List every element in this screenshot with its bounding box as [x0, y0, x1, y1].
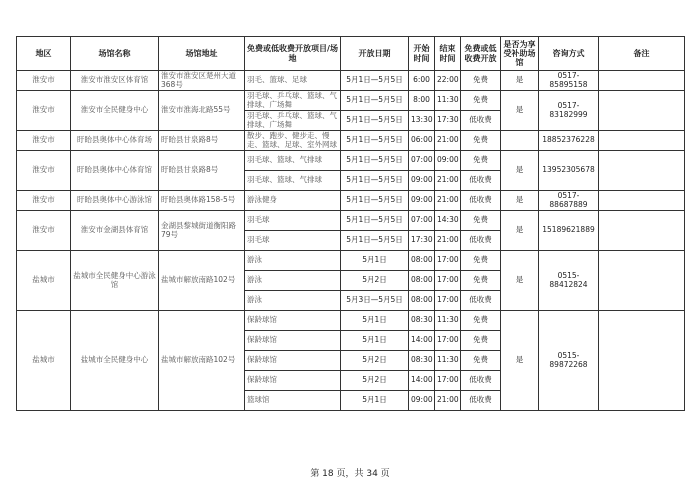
- item-cell: 保龄球馆: [245, 351, 341, 371]
- start-time-cell: 08:30: [409, 351, 435, 371]
- header-address: 场馆地址: [159, 37, 245, 71]
- fee-cell: 低收费: [461, 171, 501, 191]
- start-time-cell: 06:00: [409, 131, 435, 151]
- open-date-cell: 5月1日—5月5日: [341, 71, 409, 91]
- open-date-cell: 5月2日: [341, 271, 409, 291]
- remarks-cell: [599, 151, 685, 191]
- start-time-cell: 08:00: [409, 271, 435, 291]
- item-cell: 羽毛、篮球、足球: [245, 71, 341, 91]
- open-date-cell: 5月3日—5月5日: [341, 291, 409, 311]
- remarks-cell: [599, 191, 685, 211]
- end-time-cell: 17:00: [435, 331, 461, 351]
- fee-cell: 低收费: [461, 111, 501, 131]
- remarks-cell: [599, 251, 685, 311]
- end-time-cell: 09:00: [435, 151, 461, 171]
- fee-cell: 免费: [461, 271, 501, 291]
- item-cell: 篮球馆: [245, 391, 341, 411]
- start-time-cell: 08:00: [409, 251, 435, 271]
- item-cell: 羽毛球、篮球、气排球: [245, 171, 341, 191]
- remarks-cell: [599, 211, 685, 251]
- header-start: 开始时间: [409, 37, 435, 71]
- table-body: [17, 71, 685, 411]
- header-date: 开放日期: [341, 37, 409, 71]
- end-time-cell: 21:00: [435, 231, 461, 251]
- venue-address-cell: 淮安市淮海北路55号: [159, 91, 245, 131]
- open-date-cell: 5月1日—5月5日: [341, 111, 409, 131]
- venue-name-cell: 淮安市金湖县体育馆: [71, 211, 159, 251]
- end-time-cell: 21:00: [435, 191, 461, 211]
- open-date-cell: 5月1日—5月5日: [341, 171, 409, 191]
- open-date-cell: 5月1日—5月5日: [341, 211, 409, 231]
- table-row: [17, 71, 685, 91]
- fee-cell: 免费: [461, 331, 501, 351]
- header-subsidy: 是否为享受补助场馆: [501, 37, 539, 71]
- end-time-cell: 14:30: [435, 211, 461, 231]
- fee-cell: 免费: [461, 251, 501, 271]
- item-cell: 游泳: [245, 271, 341, 291]
- open-date-cell: 5月2日: [341, 371, 409, 391]
- end-time-cell: 11:30: [435, 91, 461, 111]
- end-time-cell: 21:00: [435, 391, 461, 411]
- remarks-cell: [599, 71, 685, 91]
- fee-cell: 免费: [461, 131, 501, 151]
- item-cell: 游泳健身: [245, 191, 341, 211]
- table-row: [17, 151, 685, 171]
- item-cell: 散步、跑步、健步走、慢走、篮球、足球、室外网球: [245, 131, 341, 151]
- phone-cell: 0515-89872268: [539, 311, 599, 411]
- item-cell: 游泳: [245, 291, 341, 311]
- header-venue: 场馆名称: [71, 37, 159, 71]
- region-cell: 淮安市: [17, 151, 71, 191]
- end-time-cell: 17:00: [435, 291, 461, 311]
- subsidy-cell: 是: [501, 251, 539, 311]
- venue-address-cell: 淮安市淮安区楚州大道368号: [159, 71, 245, 91]
- region-cell: 淮安市: [17, 91, 71, 131]
- page-footer: 第 18 页，共 34 页: [310, 469, 390, 479]
- table-row: [17, 91, 685, 111]
- venue-address-cell: 盱眙县甘泉路8号: [159, 151, 245, 191]
- fee-cell: 低收费: [461, 291, 501, 311]
- venue-name-cell: 淮安市全民健身中心: [71, 91, 159, 131]
- start-time-cell: 09:00: [409, 391, 435, 411]
- end-time-cell: 11:30: [435, 311, 461, 331]
- start-time-cell: 09:00: [409, 171, 435, 191]
- venue-address-cell: 盱眙县甘泉路8号: [159, 131, 245, 151]
- open-date-cell: 5月1日—5月5日: [341, 231, 409, 251]
- start-time-cell: 07:00: [409, 151, 435, 171]
- open-date-cell: 5月1日: [341, 251, 409, 271]
- start-time-cell: 14:00: [409, 331, 435, 351]
- end-time-cell: 17:30: [435, 111, 461, 131]
- header-region: 地区: [17, 37, 71, 71]
- end-time-cell: 21:00: [435, 171, 461, 191]
- venue-name-cell: 盱眙县奥体中心体育馆: [71, 151, 159, 191]
- fee-cell: 免费: [461, 351, 501, 371]
- item-cell: 羽毛球、篮球、气排球: [245, 151, 341, 171]
- item-cell: 游泳: [245, 251, 341, 271]
- open-date-cell: 5月1日: [341, 311, 409, 331]
- phone-cell: 15189621889: [539, 211, 599, 251]
- region-cell: 盐城市: [17, 311, 71, 411]
- header-row: [17, 37, 685, 71]
- region-cell: 淮安市: [17, 211, 71, 251]
- table-row: [17, 191, 685, 211]
- fee-cell: 免费: [461, 91, 501, 111]
- venue-address-cell: 盱眙县奥体路158-5号: [159, 191, 245, 211]
- fee-cell: 免费: [461, 311, 501, 331]
- region-cell: 淮安市: [17, 131, 71, 151]
- phone-cell: 0517-88687889: [539, 191, 599, 211]
- fee-cell: 低收费: [461, 231, 501, 251]
- venue-address-cell: 盐城市解放南路102号: [159, 311, 245, 411]
- start-time-cell: 08:00: [409, 291, 435, 311]
- table-row: [17, 251, 685, 271]
- venue-address-cell: 金湖县黎城街道衡阳路79号: [159, 211, 245, 251]
- start-time-cell: 14:00: [409, 371, 435, 391]
- open-date-cell: 5月1日—5月5日: [341, 191, 409, 211]
- open-date-cell: 5月1日: [341, 331, 409, 351]
- start-time-cell: 6:00: [409, 71, 435, 91]
- fee-cell: 免费: [461, 151, 501, 171]
- region-cell: 淮安市: [17, 71, 71, 91]
- subsidy-cell: 是: [501, 71, 539, 91]
- end-time-cell: 17:00: [435, 251, 461, 271]
- end-time-cell: 22:00: [435, 71, 461, 91]
- item-cell: 羽毛球、乒乓球、篮球、气排球、广场舞: [245, 91, 341, 111]
- start-time-cell: 08:30: [409, 311, 435, 331]
- start-time-cell: 09:00: [409, 191, 435, 211]
- open-date-cell: 5月2日: [341, 351, 409, 371]
- item-cell: 保龄球馆: [245, 311, 341, 331]
- venue-name-cell: 盱眙县奥体中心游泳馆: [71, 191, 159, 211]
- region-cell: 盐城市: [17, 251, 71, 311]
- phone-cell: 13952305678: [539, 151, 599, 191]
- remarks-cell: [599, 131, 685, 151]
- open-date-cell: 5月1日—5月5日: [341, 151, 409, 171]
- table-row: [17, 211, 685, 231]
- subsidy-cell: 是: [501, 191, 539, 211]
- table-row: [17, 311, 685, 331]
- item-cell: 保龄球馆: [245, 371, 341, 391]
- remarks-cell: [599, 311, 685, 411]
- header-remarks: 备注: [599, 37, 685, 71]
- fee-cell: 低收费: [461, 391, 501, 411]
- end-time-cell: 17:00: [435, 271, 461, 291]
- end-time-cell: 17:00: [435, 371, 461, 391]
- item-cell: 羽毛球: [245, 231, 341, 251]
- start-time-cell: 8:00: [409, 91, 435, 111]
- subsidy-cell: 是: [501, 211, 539, 251]
- phone-cell: 0515-88412824: [539, 251, 599, 311]
- item-cell: 保龄球馆: [245, 331, 341, 351]
- phone-cell: 18852376228: [539, 131, 599, 151]
- start-time-cell: 13:30: [409, 111, 435, 131]
- item-cell: 羽毛球: [245, 211, 341, 231]
- header-end: 结束时间: [435, 37, 461, 71]
- subsidy-cell: 是: [501, 311, 539, 411]
- fee-cell: 免费: [461, 71, 501, 91]
- header-phone: 咨询方式: [539, 37, 599, 71]
- open-date-cell: 5月1日—5月5日: [341, 131, 409, 151]
- end-time-cell: 11:30: [435, 351, 461, 371]
- table-row: [17, 131, 685, 151]
- fee-cell: 低收费: [461, 191, 501, 211]
- region-cell: 淮安市: [17, 191, 71, 211]
- header-item: 免费或低收费开放项目/场地: [245, 37, 341, 71]
- open-date-cell: 5月1日: [341, 391, 409, 411]
- venue-address-cell: 盐城市解放南路102号: [159, 251, 245, 311]
- open-date-cell: 5月1日—5月5日: [341, 91, 409, 111]
- start-time-cell: 17:30: [409, 231, 435, 251]
- venue-name-cell: 淮安市淮安区体育馆: [71, 71, 159, 91]
- fee-cell: 低收费: [461, 371, 501, 391]
- subsidy-cell: 是: [501, 91, 539, 131]
- fee-cell: 免费: [461, 211, 501, 231]
- venue-table: [16, 36, 685, 411]
- end-time-cell: 21:00: [435, 131, 461, 151]
- remarks-cell: [599, 91, 685, 131]
- subsidy-cell: 是: [501, 151, 539, 191]
- venue-name-cell: 盐城市全民健身中心游泳馆: [71, 251, 159, 311]
- phone-cell: 0517-83182999: [539, 91, 599, 131]
- item-cell: 羽毛球、乒乓球、篮球、气排球、广场舞: [245, 111, 341, 131]
- start-time-cell: 07:00: [409, 211, 435, 231]
- phone-cell: 0517-85895158: [539, 71, 599, 91]
- venue-name-cell: 盱眙县奥体中心体育场: [71, 131, 159, 151]
- venue-name-cell: 盐城市全民健身中心: [71, 311, 159, 411]
- subsidy-cell: [501, 131, 539, 151]
- header-fee: 免费或低收费开放: [461, 37, 501, 71]
